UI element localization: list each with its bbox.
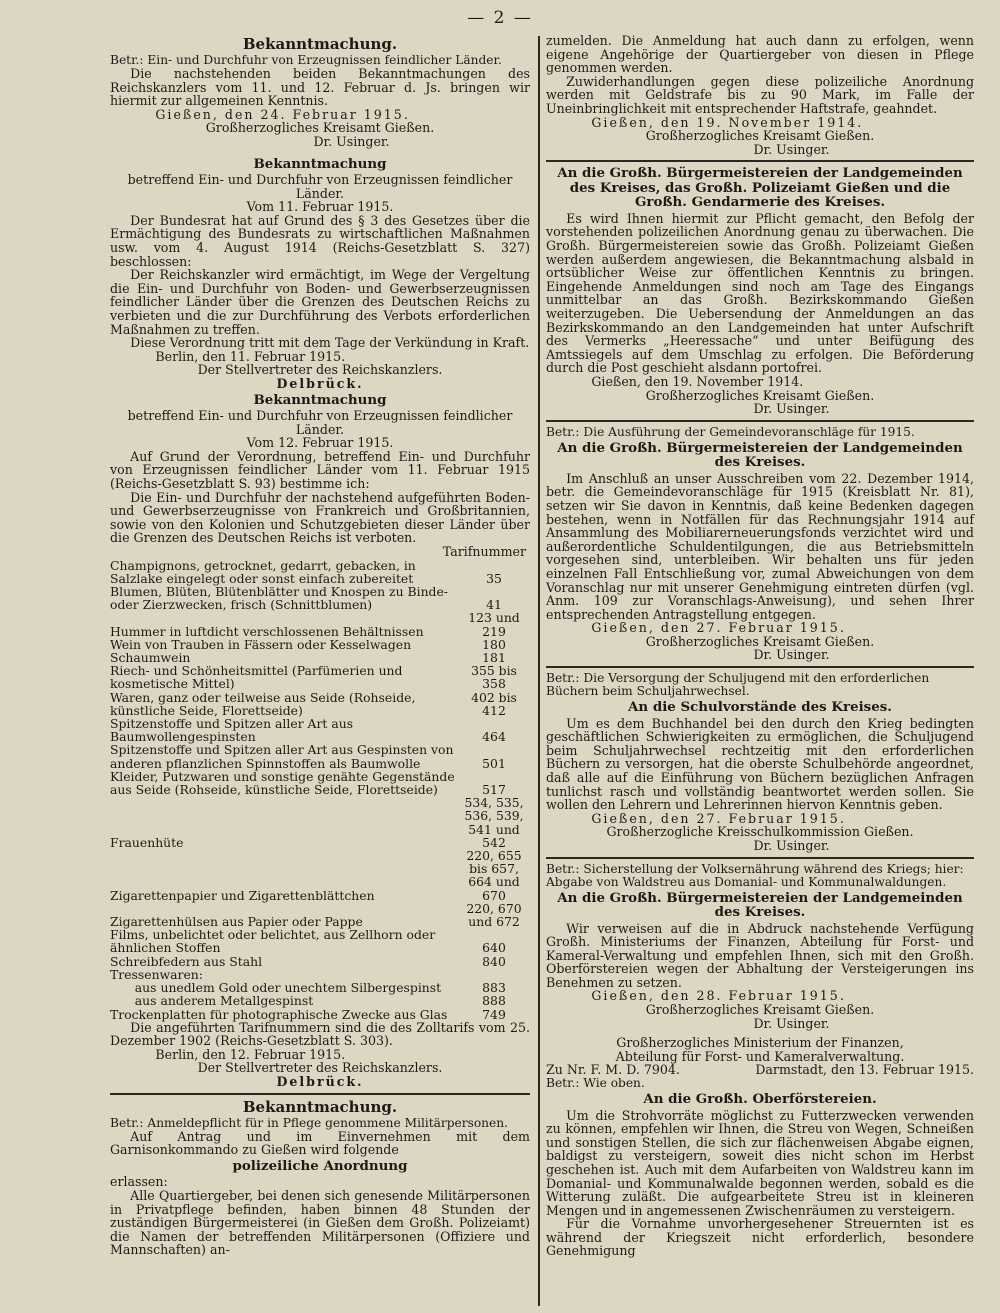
notice-3-date-line: Vom 12. Februar 1915. xyxy=(246,435,394,451)
notice-1-office: Großherzogliches Kreisamt Gießen. xyxy=(205,120,435,136)
tariff-row xyxy=(110,928,530,954)
tariff-row xyxy=(110,902,530,928)
page-number: — 2 — xyxy=(467,8,533,28)
notice-2-para-3: Diese Verordnung tritt mit dem Tage der Verkündung in Kraft. xyxy=(130,335,530,351)
tariff-table xyxy=(110,559,530,1021)
notice-5-body: Es wird Ihnen hiermit zur Pflicht gemacht, den Befolg der vorstehenden polizeilichen Anordnung genau zu überwachen. Die Großh. Bürgermeistereien sowie das Großh. Polizeiamt Gießen werden außerdem angewiesen, die Bekanntmachung alsbald in ortsüblicher Weise zur öffentlichen Kenntnis zu bringen. Eingehende Anmeldungen sind noch am Tage des Eingangs unmittelbar an das Großh. Bezirkskommando Gießen weiterzugeben. Die Uebersendung der Anmeldungen an das Bezirkskommando an den Landgemeinden hat unter Aufschrift des Vermerks „Heeressache“ und unter Beifügung des Amtssiegels auf dem Umschlag zu erfolgen. Die Beförderung durch die Post geschieht alsdann portofrei. xyxy=(546,210,974,376)
notice-1-date: Gießen, den 24. Februar 1915. xyxy=(155,106,410,122)
cont-signer: Dr. Usinger. xyxy=(753,141,830,157)
notice-9-last: Für die Vornahme unvorhergesehener Streuernten ist es während der Kriegszeit nicht erforderlich, besondere Genehmigung xyxy=(546,1216,974,1259)
notice-9-ref: Zu Nr. F. M. D. 7904. xyxy=(546,1062,680,1078)
notice-3-signer: Delbrück. xyxy=(276,1074,364,1090)
notice-1-signer: Dr. Usinger. xyxy=(313,133,390,149)
tariff-item-name: Spitzenstoffe und Spitzen aller Art aus Baumwollengespinsten xyxy=(110,716,354,745)
tariff-number: 749 xyxy=(482,1006,506,1022)
tariff-item-name: Trockenplatten für photographische Zwecke aus Glas xyxy=(110,1006,448,1022)
tariff-number: 464 xyxy=(482,729,506,745)
divider xyxy=(546,420,974,422)
tariff-row xyxy=(110,585,530,611)
notice-9-ministry: Großherzogliches Ministerium der Finanzen, xyxy=(616,1035,904,1051)
tariff-item-name: Champignons, getrocknet, gedarrt, gebacken, in Salzlake eingelegt oder sonst einfach zubereitet xyxy=(110,557,416,586)
tariff-item-name: Frauenhüte xyxy=(110,834,184,850)
notice-3-para-1: Auf Grund der Verordnung, betreffend Ein- und Durchfuhr von Erzeugnissen feindlicher Länder vom 11. Februar 1915 (Reichs-Gesetzblatt S. 93) bestimme ich: xyxy=(110,448,530,492)
tariff-item-name: Kleider, Putzwaren und sonstige genähte Gegenstände aus Seide (Rohseide, künstliche Seide, Florettseide) xyxy=(110,768,455,798)
tariff-row xyxy=(110,664,530,690)
notice-8-signer: Dr. Usinger. xyxy=(753,1015,830,1031)
tariff-item-name: Schreibfedern aus Stahl xyxy=(110,953,263,969)
tariff-row xyxy=(110,691,530,717)
notice-2-para-2: Der Reichskanzler wird ermächtigt, im Wege der Vergeltung die Ein- und Durchfuhr von Boden- und Gewerbserzeugnissen feindlicher Länder über die Grenzen des Deutschen Reichs zu verbieten und die zur Durchführung des Verbots erforderlichen Maßnahmen zu treffen. xyxy=(110,267,530,337)
tariff-row xyxy=(110,1008,530,1021)
notice-6 xyxy=(546,426,974,662)
notice-1-title: Bekanntmachung. xyxy=(242,35,398,53)
notice-2-signer: Delbrück. xyxy=(276,375,364,391)
tariff-number: 840 xyxy=(482,953,506,969)
cont-para-2: Zuwiderhandlungen gegen diese polizeiliche Anordnung werden mit Geldstrafe bis zu 90 Mark, im Falle der Uneinbringlichkeit mit entsprechender Haftstrafe, geahndet. xyxy=(546,73,974,116)
tariff-number: 220, 655 bis 657, 664 und 670 xyxy=(466,848,522,903)
notice-5 xyxy=(546,166,974,415)
notice-7-date: Gießen, den 27. Februar 1915. xyxy=(591,810,846,826)
notice-9-body: Um die Strohvorräte möglichst zu Futterzwecken verwenden zu können, empfehlen wir Ihnen, die Streu von Wegen, Schneißen und sonstigen Stellen, die sich zur flächenweisen Abgabe eignen, baldigst zu versteigern, soweit dies nicht schon im Herbst geschehen ist. Auch mit dem Aufarbeiten von Waldstreu kann im Domanial- und Kommunalwalde begonnen werden, sobald es die Witterung zuläßt. Die aufgearbeitete Streu ist in kleineren Mengen und in angemessenen Zwischenräumen zu versteigern. xyxy=(546,1107,974,1218)
tariff-row xyxy=(110,770,530,796)
notice-5-office: Großherzogliches Kreisamt Gießen. xyxy=(645,387,875,403)
notice-7-title: An die Schulvorstände des Kreises. xyxy=(628,699,892,716)
notice-8-date: Gießen, den 28. Februar 1915. xyxy=(591,988,846,1004)
notice-1-body: Die nachstehenden beiden Bekanntmachungen des Reichskanzlers vom 11. und 12. Februar d. Js. bringen wir hiermit zur allgemeinen Kenntnis. xyxy=(110,66,530,109)
notice-7-betr: Betr.: Die Versorgung der Schuljugend mit den erforderlichen Büchern beim Schuljahrwechsel. xyxy=(546,671,930,699)
divider xyxy=(546,160,974,162)
tariff-number: 883 xyxy=(482,980,506,996)
divider xyxy=(546,666,974,668)
tariff-item-name: Hummer in luftdicht verschlossenen Behältnissen xyxy=(110,623,424,639)
notice-6-signer: Dr. Usinger. xyxy=(753,647,830,663)
notice-9-title: An die Großh. Oberförstereien. xyxy=(643,1091,877,1108)
notice-8-title: An die Großh. Bürgermeistereien der Landgemeinden des Kreises. xyxy=(557,889,963,920)
tariff-item-name: Zigarettenpapier und Zigarettenblättchen xyxy=(110,887,375,903)
notice-5-signer: Dr. Usinger. xyxy=(753,401,830,417)
notice-4-intro: Auf Antrag und im Einvernehmen mit dem Garnisonkommando zu Gießen wird folgende xyxy=(110,1128,530,1158)
notice-4-title: Bekanntmachung. xyxy=(242,1097,398,1116)
tariff-row xyxy=(110,611,530,637)
tariff-item-name: Blumen, Blüten, Blütenblätter und Knospen zu Binde- oder Zierzwecken, frisch (Schnittblumen) xyxy=(110,584,448,613)
cont-para-1: zumelden. Die Anmeldung hat auch dann zu erfolgen, wenn eigene Angehörige der Quartiergeber von diesen in Pflege genommen werden. xyxy=(546,33,974,76)
notice-3 xyxy=(110,393,530,1089)
notice-4 xyxy=(110,1099,530,1257)
tariff-item-name: Films, unbelichtet oder belichtet, aus Zellhorn oder ähnlichen Stoffen xyxy=(110,927,436,956)
notice-6-date: Gießen, den 27. Februar 1915. xyxy=(591,620,846,636)
tariff-number: 41 xyxy=(486,597,502,613)
tariff-table-header: Tarifnummer xyxy=(442,544,526,559)
notice-3-subtitle: betreffend Ein- und Durchfuhr von Erzeugnissen feindlicher Länder. xyxy=(127,408,513,437)
tariff-row xyxy=(110,559,530,585)
notice-3-note: Die angeführten Tarifnummern sind die des Zolltarifs vom 25. Dezember 1902 (Reichs-Gesetzblatt S. 303). xyxy=(110,1019,530,1049)
column-divider xyxy=(538,36,540,1306)
notice-2-place-date: Berlin, den 11. Februar 1915. xyxy=(155,348,346,364)
notice-4-continued xyxy=(546,34,974,156)
notice-8-office: Großherzogliches Kreisamt Gießen. xyxy=(645,1002,875,1018)
tariff-row xyxy=(110,717,530,743)
notice-7-signer: Dr. Usinger. xyxy=(753,837,830,853)
right-column xyxy=(546,34,974,1258)
notice-8 xyxy=(546,863,974,1031)
tariff-item-name: Riech- und Schönheitsmittel (Parfümerien und kosmetische Mittel) xyxy=(110,663,403,692)
notice-3-place-date: Berlin, den 12. Februar 1915. xyxy=(155,1046,346,1062)
notice-6-body: Im Anschluß an unser Ausschreiben vom 22. Dezember 1914, betr. die Gemeindevoranschläge für 1915 (Kreisblatt Nr. 81), setzen wir Sie davon in Kenntnis, daß keine Bedenken dagegen bestehen, wenn in Notfällen für das Rechnungsjahr 1914 auf Ansammlung des Mobiliarerneuerungsfonds verzichtet wird und außerordentliche Schuldentilgungen, die aus Betriebsmitteln vorgesehen sind, unterbleiben. Wir behalten uns für jeden einzelnen Fall Entschließung vor, zumal Abweichungen von dem Voranschlag nur mit unserer Genehmigung eintreten dürfen (vgl. Anm. 109 zur Voranschlags-Anweisung), und sehen Ihrer entsprechenden Antragstellung entgegen. xyxy=(546,470,974,622)
tariff-number: 501 xyxy=(482,755,506,771)
notice-4-betr: Betr.: Anmeldepflicht für in Pflege genommene Militärpersonen. xyxy=(110,1115,508,1130)
notice-4-body: Alle Quartiergeber, bei denen sich genesende Militärpersonen in Privatpflege befinden, haben binnen 48 Stunden der zuständigen Bürgermeisterei (in Gießen dem Großh. Polizeiamt) die Namen der betreffenden Militärpersonen (Offiziere und Mannschaften) an- xyxy=(110,1187,530,1258)
notice-8-betr: Betr.: Sicherstellung der Volksernährung während des Kriegs; hier: Abgabe von Waldstreu aus Domanial- und Kommunalwaldungen. xyxy=(546,861,964,889)
tariff-row xyxy=(110,796,530,849)
notice-6-office: Großherzogliches Kreisamt Gießen. xyxy=(645,633,875,649)
notice-9-division: Abteilung für Forst- und Kameralverwaltung. xyxy=(615,1048,905,1064)
notice-3-office: Der Stellvertreter des Reichskanzlers. xyxy=(197,1060,443,1076)
notice-9-ref-line xyxy=(546,1063,974,1077)
tariff-number: 220, 670 und 672 xyxy=(466,900,522,930)
notice-1-betr: Betr.: Ein- und Durchfuhr von Erzeugnissen feindlicher Länder. xyxy=(110,53,502,67)
divider xyxy=(546,857,974,859)
tariff-number: 402 bis 412 xyxy=(471,689,517,718)
cont-date: Gießen, den 19. November 1914. xyxy=(591,114,864,130)
notice-9-betr: Betr.: Wie oben. xyxy=(546,1076,645,1091)
notice-2-title: Bekanntmachung xyxy=(253,155,387,172)
notice-9 xyxy=(546,1036,974,1258)
tariff-number: 35 xyxy=(486,570,502,586)
tariff-row xyxy=(110,955,530,968)
notice-2 xyxy=(110,157,530,391)
divider xyxy=(110,1093,530,1095)
notice-4-erlassen: erlassen: xyxy=(110,1174,168,1190)
tariff-number: 517 xyxy=(482,782,506,798)
tariff-row xyxy=(110,743,530,769)
tariff-item-name: Tressenwaren: xyxy=(110,966,203,982)
notice-4-heading: polizeiliche Anordnung xyxy=(232,1157,408,1174)
tariff-number: 355 bis 358 xyxy=(471,663,517,692)
tariff-number: 640 xyxy=(482,940,506,956)
notice-2-office: Der Stellvertreter des Reichskanzlers. xyxy=(197,362,443,378)
notice-5-title: An die Großh. Bürgermeistereien der Landgemeinden des Kreises, das Großh. Polizeiamt Gießen und die Großh. Gendarmerie des Kreises. xyxy=(557,165,963,211)
tariff-item-name: Waren, ganz oder teilweise aus Seide (Rohseide, künstliche Seide, Florettseide) xyxy=(110,689,416,718)
tariff-row xyxy=(110,994,530,1007)
left-column xyxy=(110,34,530,1257)
tariff-row xyxy=(110,849,530,902)
notice-7-office: Großherzogliche Kreisschulkommission Gießen. xyxy=(606,824,914,840)
notice-3-title: Bekanntmachung xyxy=(253,391,387,408)
tariff-number: 181 xyxy=(482,650,506,666)
notice-6-betr: Betr.: Die Ausführung der Gemeindevoranschläge für 1915. xyxy=(546,424,915,439)
tariff-number: 180 xyxy=(482,636,506,652)
notice-7 xyxy=(546,672,974,852)
notice-1 xyxy=(110,36,530,149)
notice-2-para-1: Der Bundesrat hat auf Grund des § 3 des Gesetzes über die Ermächtigung des Bundesrats zu wirtschaftlichen Maßnahmen usw. vom 4. August 1914 (Reichs-Gesetzblatt S. 327) beschlossen: xyxy=(110,212,530,269)
notice-2-date-line: Vom 11. Februar 1915. xyxy=(246,199,394,215)
tariff-item-name: aus anderem Metallgespinst xyxy=(134,993,314,1009)
tariff-item-name: Schaumwein xyxy=(110,650,191,666)
notice-9-place-date: Darmstadt, den 13. Februar 1915. xyxy=(755,1062,974,1078)
tariff-item-name: Spitzenstoffe und Spitzen aller Art aus Gespinsten von anderen pflanzlichen Spinnstoffen als Baumwolle xyxy=(110,742,454,771)
cont-office: Großherzogliches Kreisamt Gießen. xyxy=(645,128,875,144)
tariff-number: 888 xyxy=(482,993,506,1009)
notice-3-para-2: Die Ein- und Durchfuhr der nachstehend aufgeführten Boden- und Gewerbserzeugnisse von Frankreich und Großbritannien, sowie von den Kolonien und Schutzgebieten dieser Länder über die Grenzen des Deutschen Reichs ist verboten. xyxy=(110,489,530,546)
tariff-number: 123 und 219 xyxy=(468,610,520,639)
tariff-item-name: aus unedlem Gold oder unechtem Silbergespinst xyxy=(134,980,442,996)
notice-2-subtitle: betreffend Ein- und Durchfuhr von Erzeugnissen feindlicher Länder. xyxy=(127,172,513,201)
notice-6-title: An die Großh. Bürgermeistereien der Landgemeinden des Kreises. xyxy=(557,439,963,471)
notice-5-date: Gießen, den 19. November 1914. xyxy=(591,373,804,389)
notice-7-body: Um es dem Buchhandel bei den durch den Krieg bedingten geschäftlichen Schwierigkeiten zu ermöglichen, die Schuljugend beim Schuljahrwechsel rechtzeitig mit den erforderlichen Büchern zu versorgen, hat die oberste Schulbehörde angeordnet, daß alle auf die Einführung von Büchern bezüglichen Anfragen tunlichst rasch und vollständig beantwortet werden sollen. Sie wollen den Lehrern und Lehrerinnen hiervon Kenntnis geben. xyxy=(546,715,974,813)
tariff-item-name: Zigarettenhülsen aus Papier oder Pappe xyxy=(110,914,363,930)
tariff-number: 534, 535, 536, 539, 541 und 542 xyxy=(464,795,524,850)
tariff-item-name: Wein von Trauben in Fässern oder Kesselwagen xyxy=(110,636,412,652)
notice-8-body: Wir verweisen auf die in Abdruck nachstehende Verfügung Großh. Ministeriums der Finanzen, Abteilung für Forst- und Kameral-Verwaltung und empfehlen Ihnen, sich mit den Großh. Oberförstereien wegen der Abhaltung der Versteigerungen ins Benehmen zu setzen. xyxy=(546,920,974,990)
